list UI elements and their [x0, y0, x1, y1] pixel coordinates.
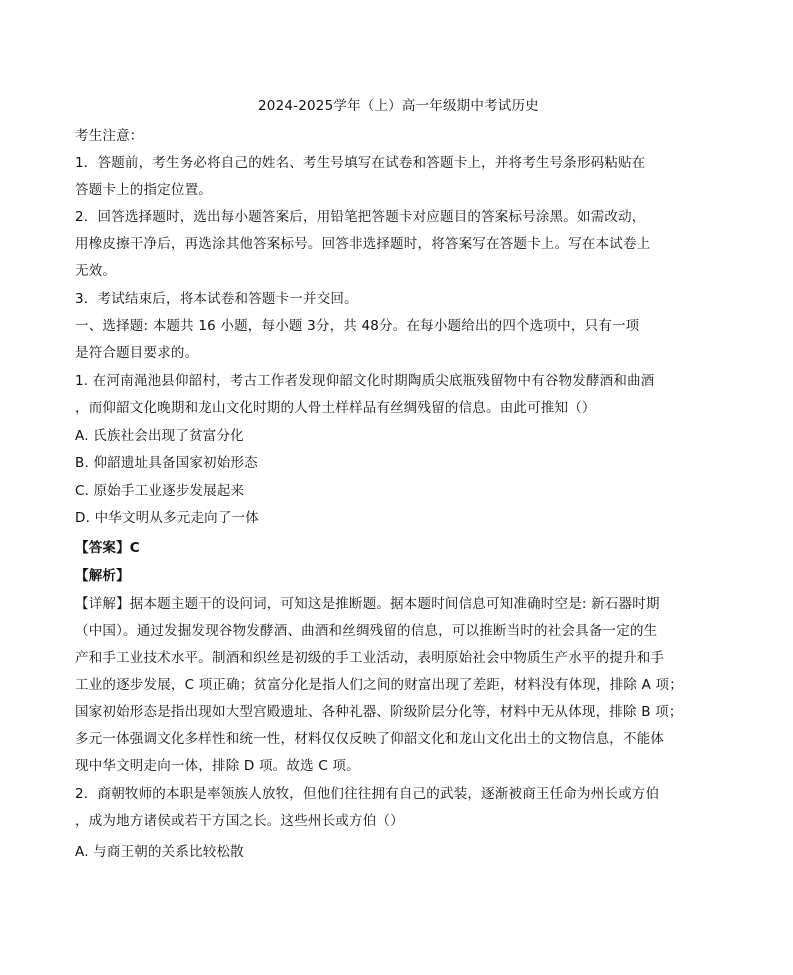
- question-1-answer: 【答案】C: [75, 540, 140, 556]
- notice-item-1-line-2: 答题卡上的指定位置。: [75, 182, 212, 198]
- section-heading-line-2: 是符合题目要求的。: [75, 345, 199, 361]
- question-1-stem-line-1: 1. 在河南渑池县仰韶村，考古工作者发现仰韶文化时期陶质尖底瓶残留物中有谷物发酵酒和曲酒: [75, 373, 655, 389]
- notice-item-3: 3．考试结束后，将本试卷和答题卡一并交回。: [75, 291, 358, 307]
- question-1-detail-line-7: 现中华文明走向一体，排除 D 项。故选 C 项。: [75, 758, 360, 774]
- question-1-option-b: B. 仰韶遗址具备国家初始形态: [75, 455, 258, 471]
- question-2-option-a: A. 与商王朝的关系比较松散: [75, 844, 244, 860]
- question-1-detail-line-1: 【详解】据本题主题干的设问词，可知这是推断题。据本题时间信息可知准确时空是: 新石器时期: [75, 596, 660, 612]
- question-1-option-d: D. 中华文明从多元走向了一体: [75, 510, 259, 526]
- question-1-analysis-heading: 【解析】: [75, 568, 130, 584]
- question-2-stem-line-1: 2．商朝牧师的本职是率领族人放牧，但他们往往拥有自己的武装，逐渐被商王任命为州长或方伯: [75, 786, 660, 802]
- question-1-stem-line-2: ，而仰韶文化晚期和龙山文化时期的人骨土样样品有丝绸残留的信息。由此可推知（）: [75, 400, 596, 416]
- question-1-detail-line-4: 工业的逐步发展，C 项正确；贫富分化是指人们之间的财富出现了差距，材料没有体现，排除 A 项；: [75, 677, 683, 693]
- section-heading-line-1: 一、选择题: 本题共 16 小题，每小题 3分，共 48分。在每小题给出的四个选项中，只有一项: [75, 318, 640, 334]
- question-1-detail-line-3: 产和手工业技术水平。制酒和织丝是初级的手工业活动，表明原始社会中物质生产水平的提升和手: [75, 650, 665, 666]
- question-1-detail-line-6: 多元一体强调文化多样性和统一性，材料仅仅反映了仰韶文化和龙山文化出土的文物信息，不能体: [75, 731, 665, 747]
- question-1-option-a: A. 氏族社会出现了贫富分化: [75, 428, 244, 444]
- page-title: 2024-2025学年（上）高一年级期中考试历史: [258, 98, 539, 114]
- question-1-option-c: C. 原始手工业逐步发展起来: [75, 483, 245, 499]
- question-1-detail-line-5: 国家初始形态是指出现如大型宫殿遗址、各种礼器、阶级阶层分化等，材料中无从体现，排除 B 项；: [75, 704, 683, 720]
- notice-item-2-line-3: 无效。: [75, 263, 117, 279]
- question-1-detail-line-2: （中国）。通过发掘发现谷物发酵酒、曲酒和丝绸残留的信息，可以推断当时的社会具备一定的生: [75, 623, 658, 639]
- notice-item-2-line-2: 用橡皮擦干净后，再选涂其他答案标号。回答非选择题时，将答案写在答题卡上。写在本试卷上: [75, 236, 651, 252]
- question-2-stem-line-2: ，成为地方诸侯或若干方国之长。这些州长或方伯（）: [75, 813, 404, 829]
- notice-item-2-line-1: 2．回答选择题时，选出每小题答案后，用铅笔把答题卡对应题目的答案标号涂黑。如需改动，: [75, 209, 646, 225]
- notice-heading: 考生注意：: [75, 128, 144, 144]
- notice-item-1-line-1: 1．答题前，考生务必将自己的姓名、考生号填写在试卷和答题卡上，并将考生号条形码粘贴在: [75, 155, 646, 171]
